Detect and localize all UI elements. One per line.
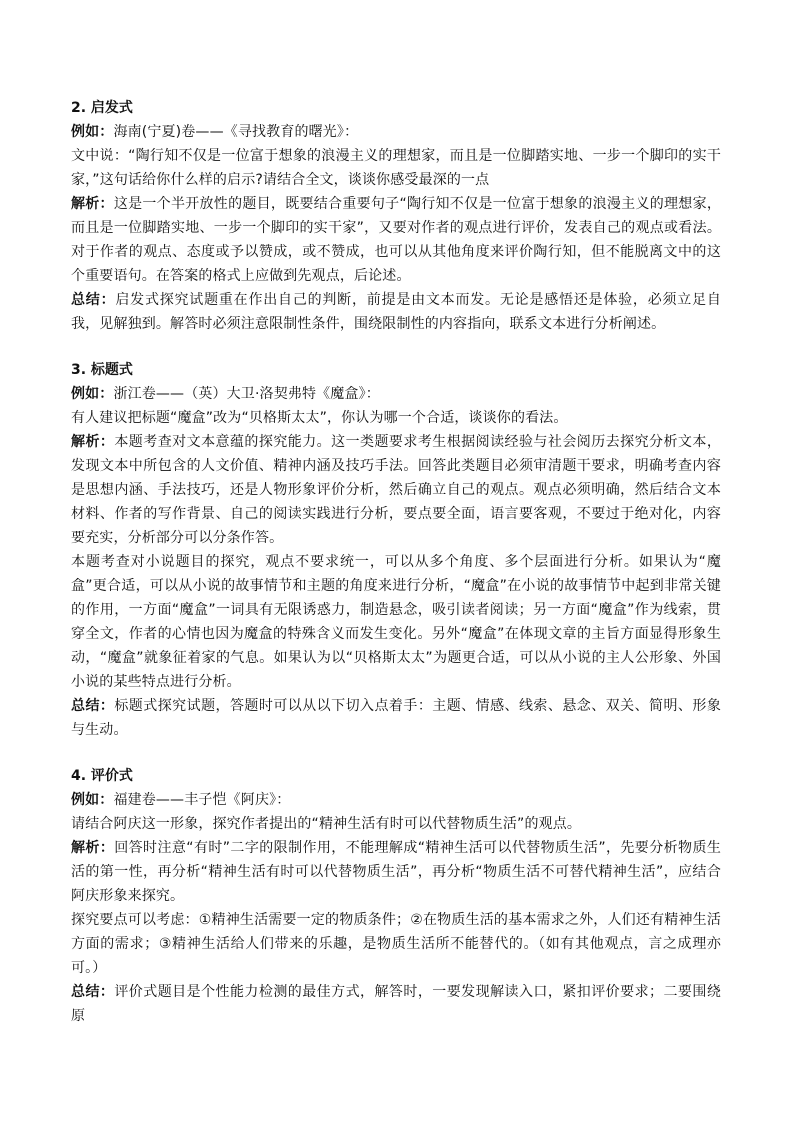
summary-paragraph [71, 694, 721, 742]
section-heading: 3. 标题式 [71, 362, 133, 378]
example-paragraph [71, 788, 721, 812]
summary-label: 总结： [71, 984, 115, 1000]
summary-paragraph [71, 288, 721, 336]
analysis-label: 解析： [71, 840, 115, 856]
section-pingjiashi [71, 764, 721, 1028]
question-paragraph [71, 406, 721, 430]
example-text: 浙江卷——（英）大卫·洛契弗特《魔盒》： [113, 386, 380, 402]
summary-paragraph [71, 980, 721, 1028]
summary-label: 总结： [71, 698, 115, 714]
question-text: 请结合阿庆这一形象，探究作者提出的“精神生活有时可以代替物质生活”的观点。 [71, 816, 582, 832]
analysis-text: 本题考查对文本意蕴的探究能力。这一类题要求考生根据阅读经验与社会阅历去探究分析文本，发现文本中所包含的人文价值、精神内涵及技巧手法。回答此类题目必须审清题干要求，明确考查内容是思想内涵、手法技巧，还是人物形象评价分析，然后确立自己的观点。观点必须明确，然后结合文本材料、作者的写作背景、自己的阅读实践进行分析，要点要全面，语言要客观，不要过于绝对化，内容要充实，分析部分可以分条作答。 [71, 434, 721, 546]
analysis-detail-paragraph [71, 550, 721, 694]
analysis-detail-text: 本题考查对小说题目的探究，观点不要求统一，可以从多个角度、多个层面进行分析。如果认为“魔盒”更合适，可以从小说的故事情节和主题的角度来进行分析，“魔盒”在小说的故事情节中起到非常关键的作用，一方面“魔盒”一词具有无限诱惑力，制造悬念，吸引读者阅读；另一方面“魔盒”作为线索，贯穿全文，作者的心情也因为魔盒的特殊含义而发生变化。另外“魔盒”在体现文章的主旨方面显得形象生动，“魔盒”就象征着家的气息。如果认为以“贝格斯太太”为题更合适，可以从小说的主人公形象、外国小说的某些特点进行分析。 [71, 554, 721, 690]
question-text: 文中说：“陶行知不仅是一位富于想象的浪漫主义的理想家，而且是一位脚踏实地、一步一个脚印的实干家，”这句话给你什么样的启示?请结合全文，谈谈你感受最深的一点 [71, 148, 721, 188]
summary-text: 标题式探究试题，答题时可以从以下切入点着手：主题、情感、线索、悬念、双关、简明、形象与生动。 [71, 698, 721, 738]
analysis-label: 解析： [71, 434, 115, 450]
example-paragraph [71, 120, 721, 144]
example-text: 福建卷——丰子恺《阿庆》： [113, 792, 291, 808]
question-paragraph [71, 812, 721, 836]
example-paragraph [71, 382, 721, 406]
section-biaotishi [71, 358, 721, 742]
example-text: 海南(宁夏)卷——《寻找教育的曙光》： [113, 124, 359, 140]
question-paragraph [71, 144, 721, 192]
example-label: 例如： [71, 386, 114, 402]
key-points-text: 探究要点可以考虑：①精神生活需要一定的物质条件；②在物质生活的基本需求之外，人们还有精神生活方面的需求；③精神生活给人们带来的乐趣，是物质生活所不能替代的。（如有其他观点，言之成理亦可。） [71, 912, 721, 976]
analysis-text: 回答时注意“有时”二字的限制作用，不能理解成“精神生活可以代替物质生活”，先要分析物质生活的第一性，再分析“精神生活有时可以代替物质生活”，再分析“物质生活不可替代精神生活”，应结合阿庆形象来探究。 [71, 840, 722, 904]
summary-text: 启发式探究试题重在作出自己的判断，前提是由文本而发。无论是感悟还是体验，必须立足自我，见解独到。解答时必须注意限制性条件，围绕限制性的内容指向，联系文本进行分析阐述。 [71, 292, 722, 332]
section-heading: 2. 启发式 [71, 100, 133, 116]
document-page [71, 96, 721, 1050]
key-points-paragraph [71, 908, 721, 980]
example-label: 例如： [71, 792, 114, 808]
analysis-paragraph [71, 192, 721, 288]
analysis-paragraph [71, 430, 721, 550]
section-heading: 4. 评价式 [71, 768, 133, 784]
section-qifashi [71, 96, 721, 336]
analysis-label: 解析： [71, 196, 114, 212]
example-label: 例如： [71, 124, 114, 140]
summary-text: 评价式题目是个性能力检测的最佳方式，解答时，一要发现解读入口，紧扣评价要求；二要围绕原 [71, 984, 721, 1024]
summary-label: 总结： [71, 292, 116, 308]
analysis-paragraph [71, 836, 721, 908]
question-text: 有人建议把标题“魔盒”改为“贝格斯太太”，你认为哪一个合适，谈谈你的看法。 [71, 410, 568, 426]
analysis-text: 这是一个半开放性的题目，既要结合重要句子“陶行知不仅是一位富于想象的浪漫主义的理想家，而且是一位脚踏实地、一步一个脚印的实干家”，又要对作者的观点进行评价，发表自己的观点或看法。对于作者的观点、态度或予以赞成，或不赞成，也可以从其他角度来评价陶行知，但不能脱离文中的这个重要语句。在答案的格式上应做到先观点，后论述。 [71, 196, 721, 284]
